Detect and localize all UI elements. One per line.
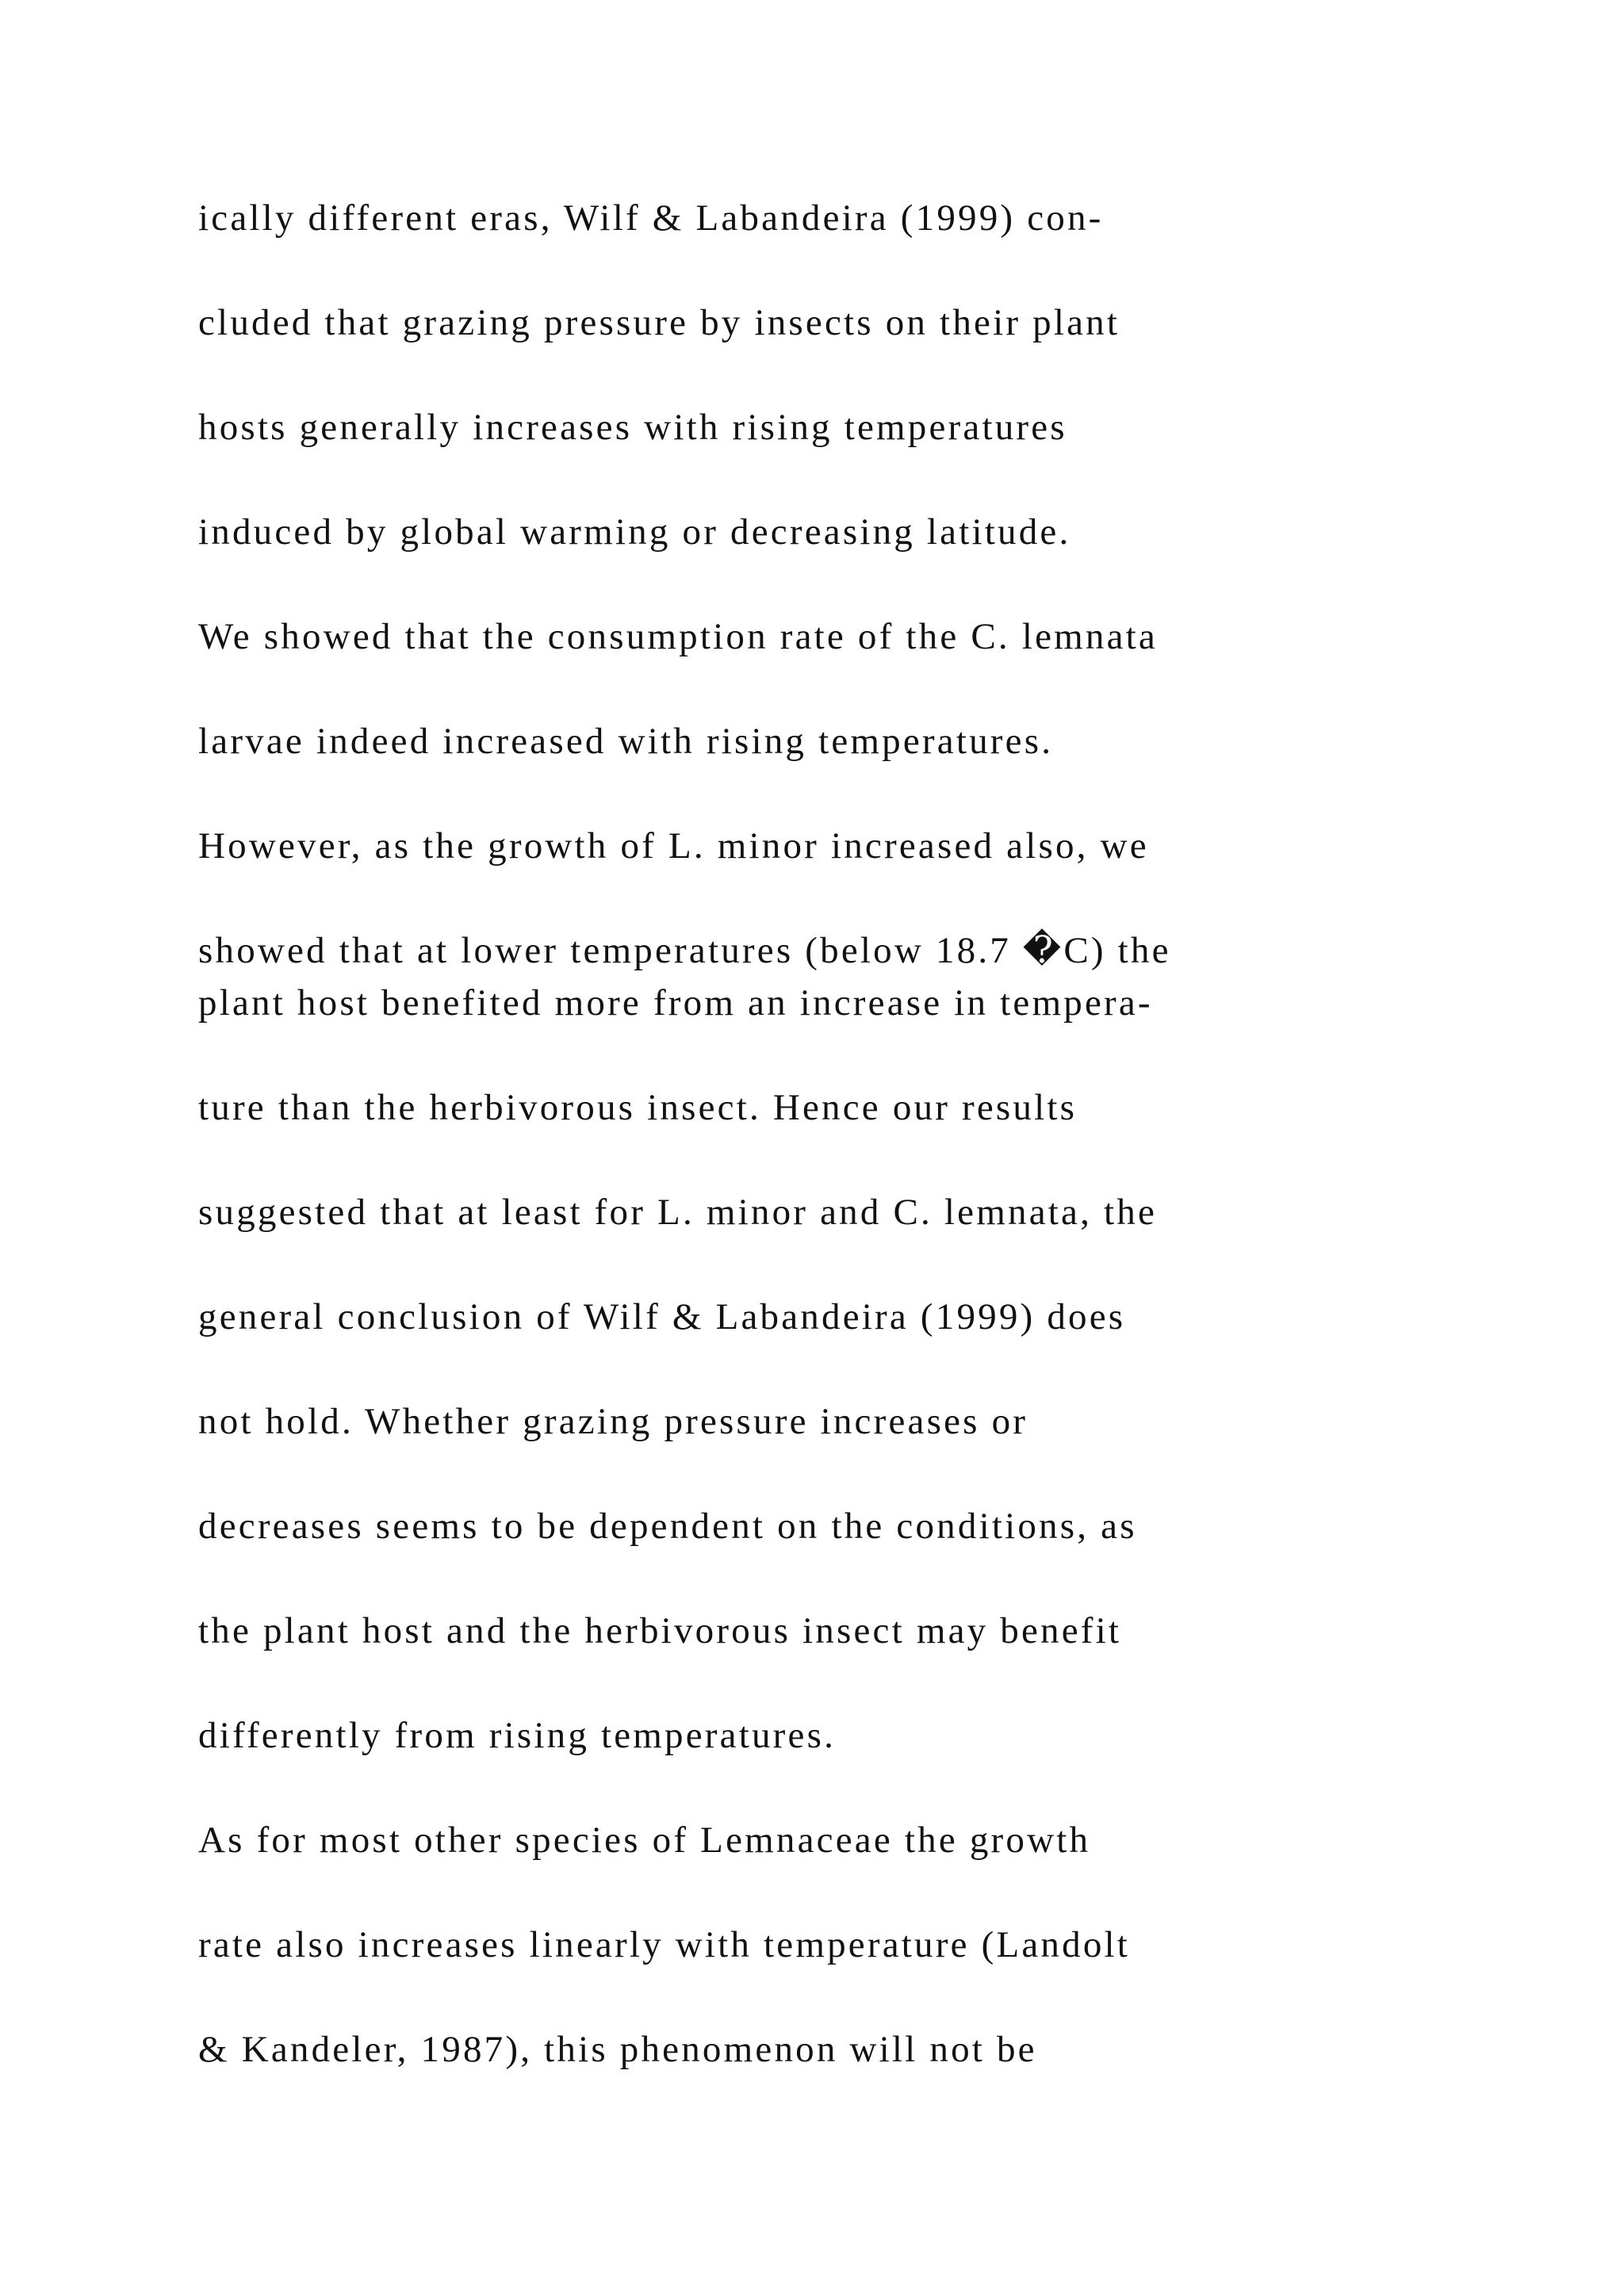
text-line: decreases seems to be dependent on the conditions, as <box>198 1506 1137 1547</box>
text-line: We showed that the consumption rate of the C. lemnata <box>198 616 1158 657</box>
text-line: ically different eras, Wilf & Labandeira (1999) con- <box>198 197 1104 239</box>
text-line: rate also increases linearly with temperature (Landolt <box>198 1924 1131 1965</box>
text-line: showed that at lower temperatures (below 18.7 �C) the <box>198 930 1171 971</box>
text-line: not hold. Whether grazing pressure increases or <box>198 1401 1028 1442</box>
text-line: hosts generally increases with rising temperatures <box>198 407 1067 448</box>
text-line: ture than the herbivorous insect. Hence our results <box>198 1087 1078 1128</box>
text-line: suggested that at least for L. minor and C. lemnata, the <box>198 1192 1158 1233</box>
text-line: & Kandeler, 1987), this phenomenon will not be <box>198 2029 1037 2070</box>
text-line: differently from rising temperatures. <box>198 1715 837 1756</box>
text-line: larvae indeed increased with rising temperatures. <box>198 721 1054 762</box>
text-line: induced by global warming or decreasing latitude. <box>198 511 1071 553</box>
text-line: cluded that grazing pressure by insects on their plant <box>198 302 1120 343</box>
text-line: the plant host and the herbivorous insect may benefit <box>198 1610 1122 1651</box>
text-line: general conclusion of Wilf & Labandeira (1999) does <box>198 1296 1126 1337</box>
text-line: plant host benefited more from an increase in tempera- <box>198 982 1153 1024</box>
text-line: However, as the growth of L. minor increased also, we <box>198 825 1149 867</box>
text-line: As for most other species of Lemnaceae the growth <box>198 1820 1091 1861</box>
